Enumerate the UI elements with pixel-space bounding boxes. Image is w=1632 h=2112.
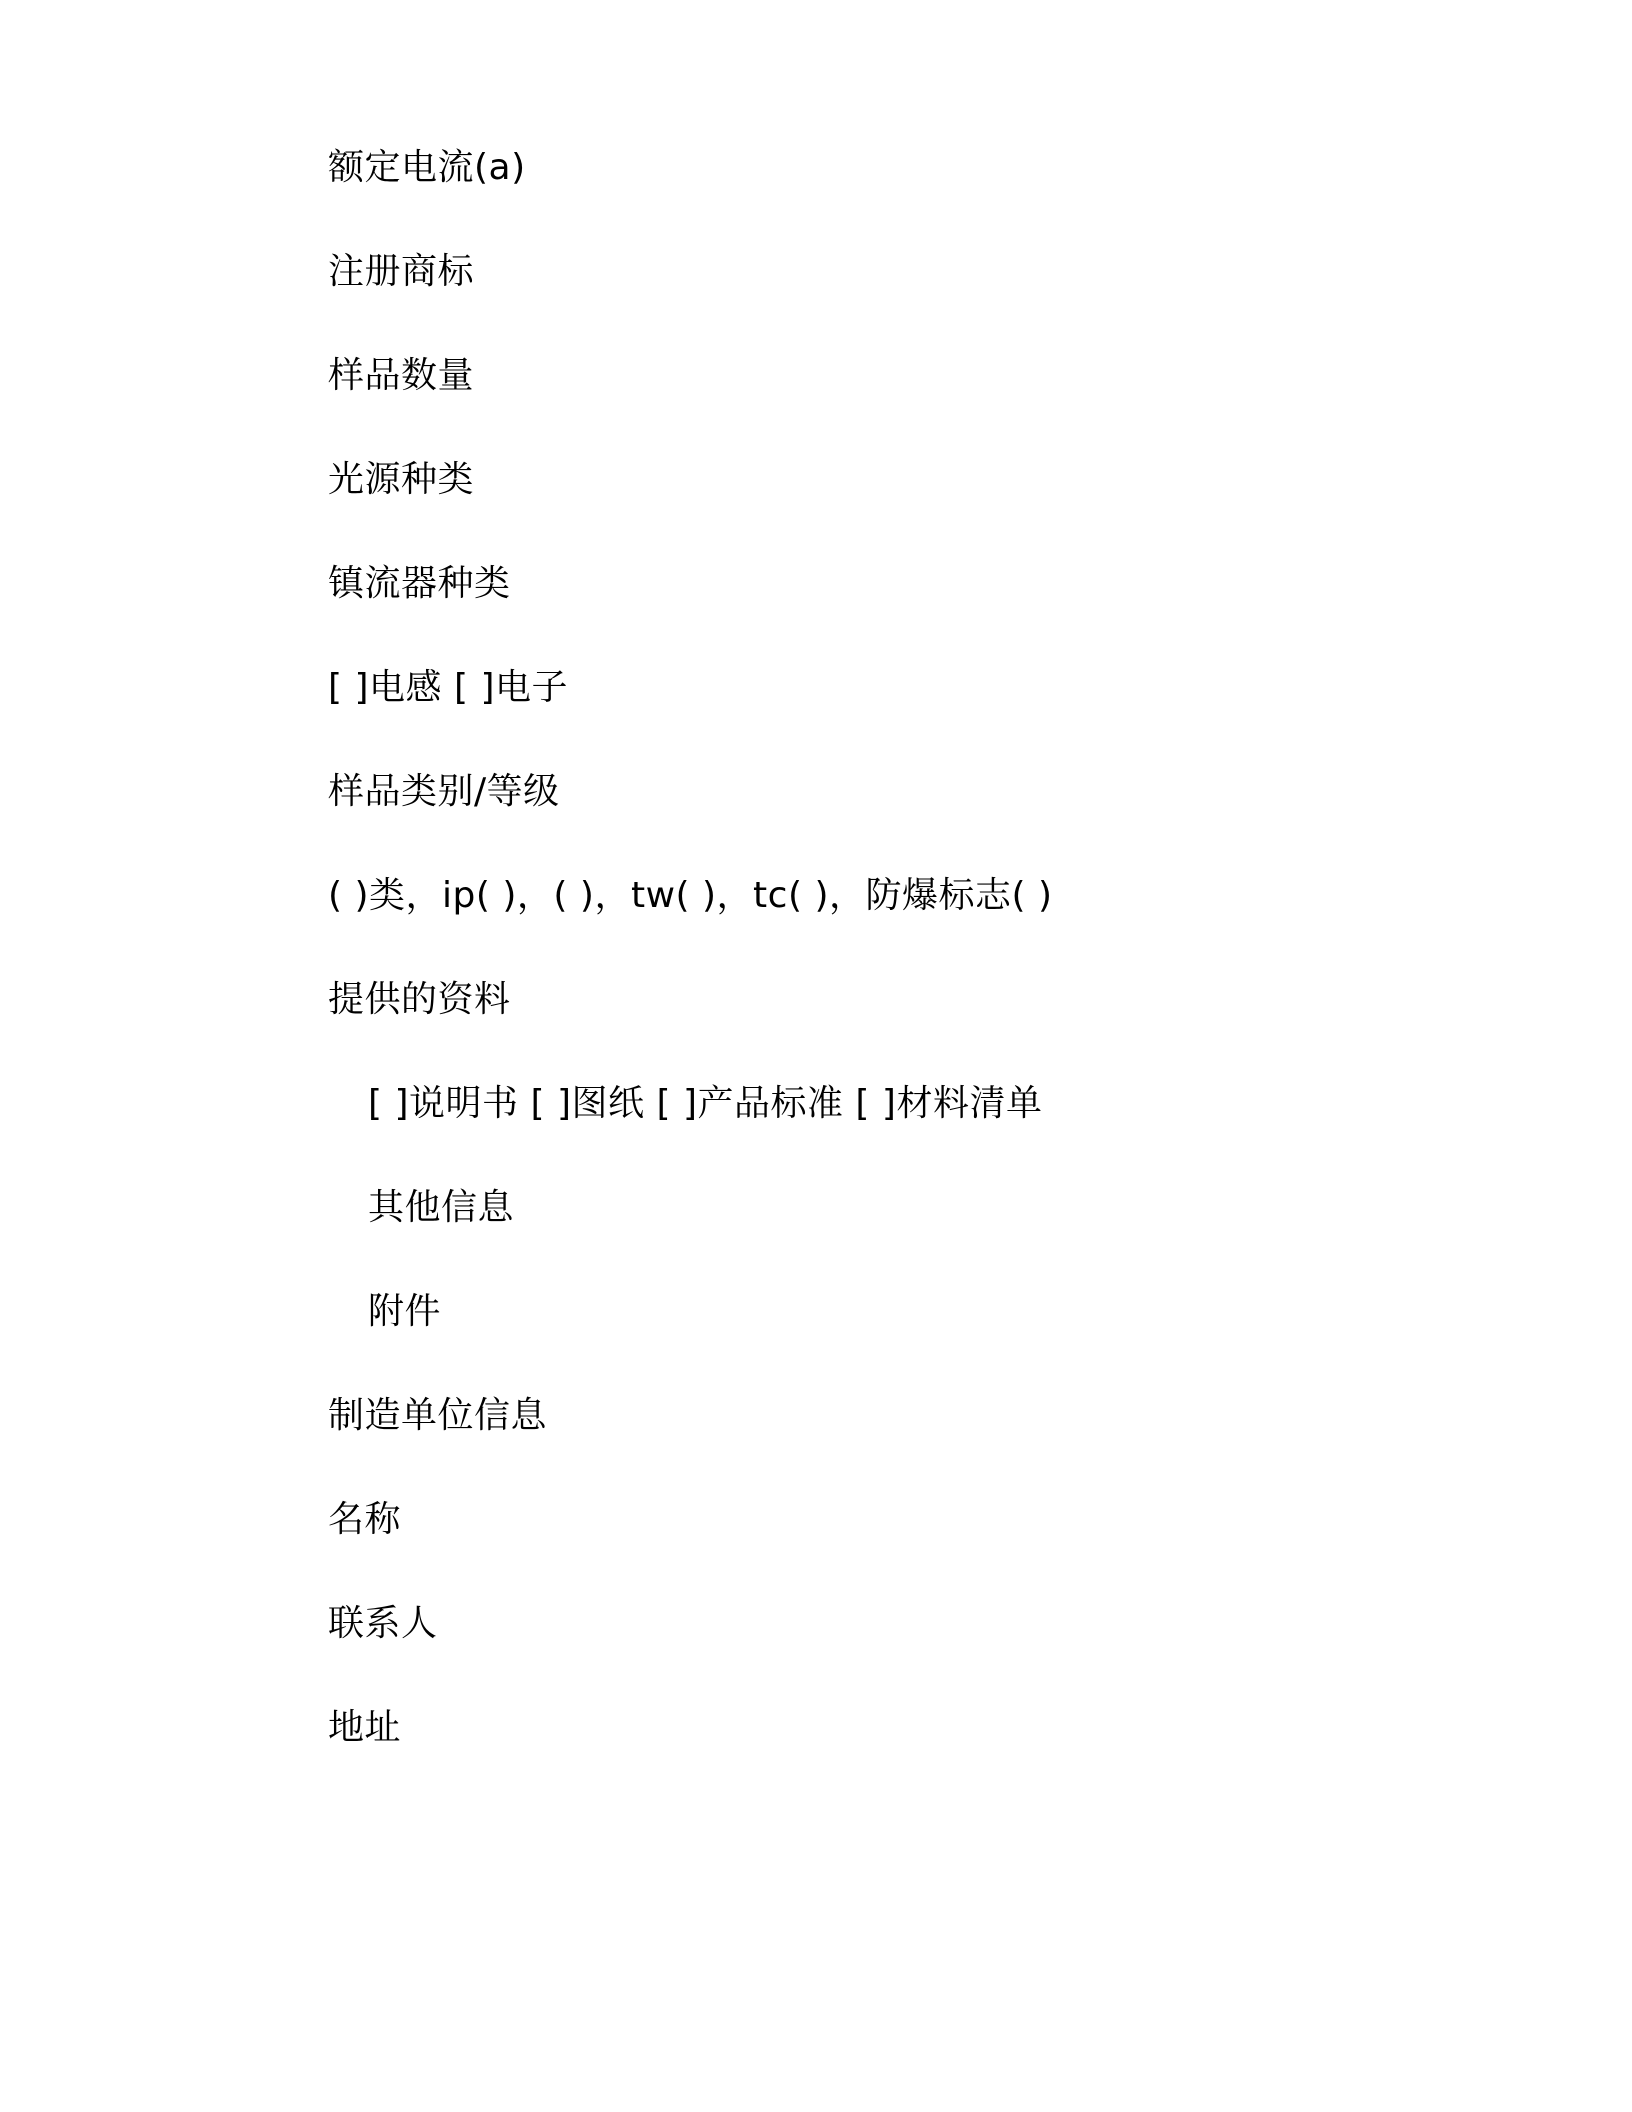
document-line-ballast-options: [ ]电感 [ ]电子 — [328, 667, 569, 708]
document-line: 联系人 — [328, 1603, 438, 1644]
document-line: 样品数量 — [328, 355, 475, 396]
document-line-section-materials: 提供的资料 — [328, 979, 511, 1020]
document-body — [0, 147, 1632, 1748]
document-line: 光源种类 — [328, 459, 475, 500]
document-line: 名称 — [328, 1499, 402, 1540]
document-line: 镇流器种类 — [328, 563, 511, 604]
document-line: 额定电流(a) — [328, 147, 526, 188]
document-line-class-fields: ( )类，ip( )，( )，tw( )，tc( )，防爆标志( ) — [328, 875, 1053, 916]
document-line-section-manufacturer: 制造单位信息 — [328, 1395, 548, 1436]
document-line: 地址 — [328, 1707, 402, 1748]
document-line: 附件 — [368, 1291, 442, 1332]
document-line-material-options: [ ]说明书 [ ]图纸 [ ]产品标准 [ ]材料清单 — [368, 1083, 1043, 1124]
document-line: 注册商标 — [328, 251, 475, 292]
document-line: 样品类别/等级 — [328, 771, 560, 812]
document-line: 其他信息 — [368, 1187, 515, 1228]
